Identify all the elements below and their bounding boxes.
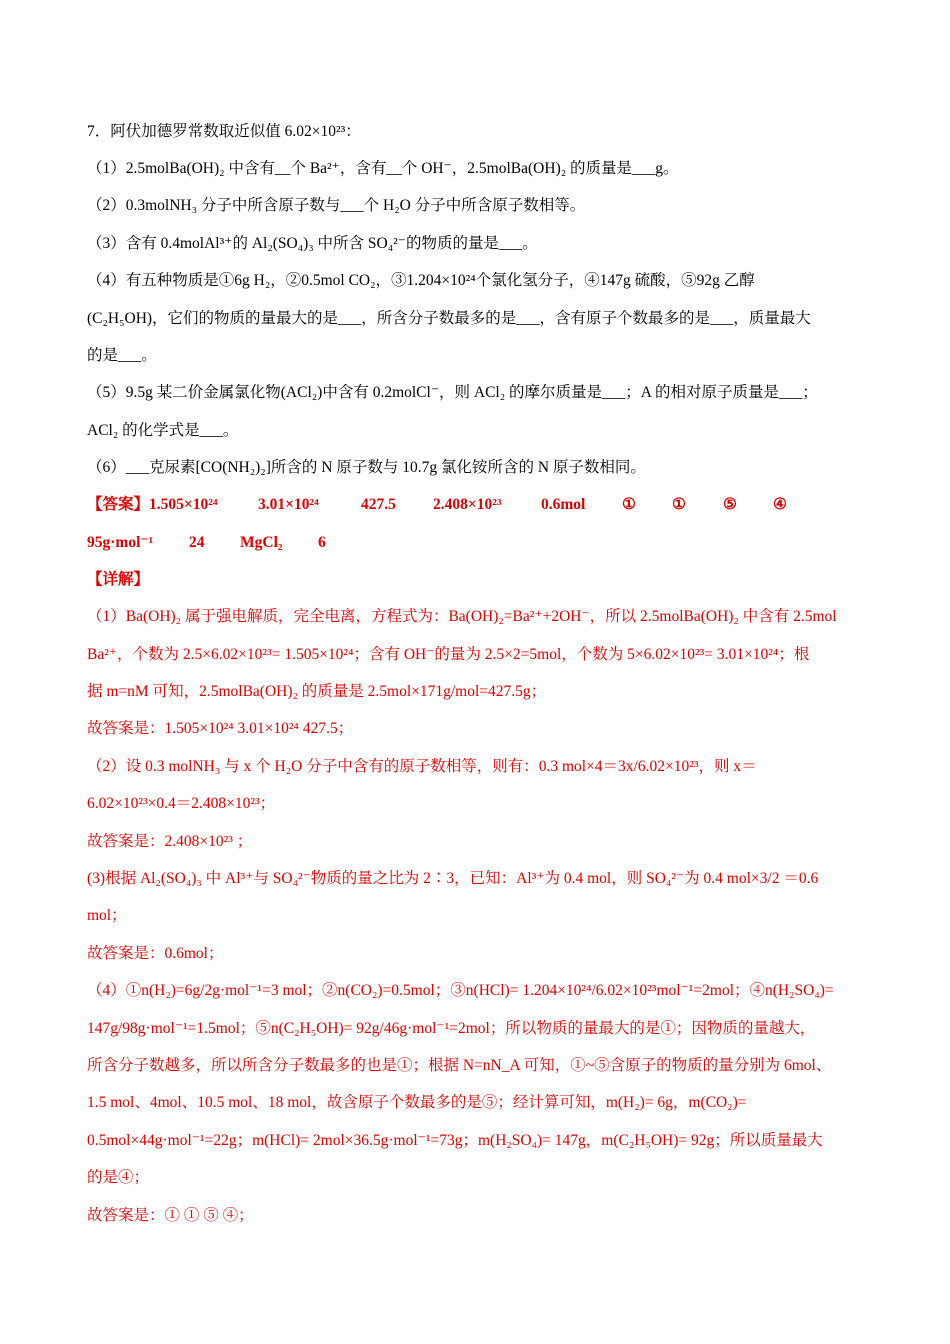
- answer-item: 2.408×10²³: [433, 496, 502, 513]
- detail-line: 故答案是：0.6mol；: [87, 945, 224, 962]
- question-line-2: （2）0.3molNH₃ 分子中所含原子数与___个 H₂O 分子中所含原子数相等。: [87, 197, 586, 214]
- detail-line: 据 m=nM 可知，2.5molBa(OH)₂ 的质量是 2.5mol×171g/mol=427.5g；: [87, 683, 547, 700]
- question-line-9: （6）___克尿素[CO(NH₂)₂]所含的 N 原子数与 10.7g 氯化铵所含的 N 原子数相同。: [87, 459, 646, 476]
- detail-line: 的是④；: [87, 1169, 150, 1186]
- detail-line: 所含分子数越多，所以所含分子数最多的也是①；根据 N=nN_A 可知，①~⑤含原子的物质的量分别为 6mol、: [87, 1057, 832, 1074]
- question-line-3: （3）含有 0.4molAl³⁺的 Al₂(SO₄)₃ 中所含 SO₄²⁻的物质的量是___。: [87, 235, 538, 252]
- detail-line: (3)根据 Al₂(SO₄)₃ 中 Al³⁺与 SO₄²⁻物质的量之比为 2∶3，已知：Al³⁺为 0.4 mol，则 SO₄²⁻为 0.4 mol×3/2 ＝0.6: [87, 870, 819, 887]
- detail-line: （1）Ba(OH)₂ 属于强电解质，完全电离，方程式为：Ba(OH)₂=Ba²⁺+2OH⁻，所以 2.5molBa(OH)₂ 中含有 2.5mol: [87, 608, 837, 625]
- answer-item: ⑤: [723, 496, 737, 513]
- answer-item: MgCl₂: [240, 534, 283, 551]
- answer-item: 95g·mol⁻¹: [87, 534, 154, 551]
- answer-row-1: [87, 495, 787, 515]
- answer-item: 1.505×10²⁴: [149, 496, 218, 513]
- detail-line: 故答案是：1.505×10²⁴ 3.01×10²⁴ 427.5；: [87, 720, 354, 737]
- question-line-6: 的是___。: [87, 347, 157, 364]
- detail-line: 故答案是：2.408×10²³ ；: [87, 833, 253, 850]
- question-line-1: （1）2.5molBa(OH)₂ 中含有__个 Ba²⁺，含有__个 OH⁻，2.5molBa(OH)₂ 的质量是___g。: [87, 160, 679, 177]
- answer-item: 6: [318, 534, 326, 551]
- answer-item: 0.6mol: [541, 496, 586, 513]
- question-line-8: ACl₂ 的化学式是___。: [87, 422, 239, 439]
- detail-label: 【详解】: [87, 571, 150, 588]
- detail-line: 6.02×10²³×0.4＝2.408×10²³；: [87, 795, 276, 812]
- question-title: 7．阿伏加德罗常数取近似值 6.02×10²³：: [87, 123, 361, 140]
- detail-line: 故答案是：① ① ⑤ ④；: [87, 1207, 254, 1224]
- detail-line: 0.5mol×44g·mol⁻¹=22g；m(HCl)= 2mol×36.5g·mol⁻¹=73g；m(H₂SO₄)= 147g，m(C₂H₅OH)= 92g；所以质量最大: [87, 1132, 823, 1149]
- detail-line: Ba²⁺，个数为 2.5×6.02×10²³= 1.505×10²⁴；含有 OH⁻的量为 2.5×2=5mol，个数为 5×6.02×10²³= 3.01×10²⁴；根: [87, 646, 810, 663]
- question-line-5: (C₂H₅OH)，它们的物质的量最大的是___，所含分子数最多的是___，含有原子个数最多的是___，质量最大: [87, 310, 811, 327]
- answer-row-2: [87, 533, 326, 553]
- answer-item: 24: [189, 534, 205, 551]
- answer-item: ①: [672, 496, 686, 513]
- question-line-7: （5）9.5g 某二价金属氯化物(ACl₂)中含有 0.2molCl⁻，则 ACl₂ 的摩尔质量是___；A 的相对原子质量是___；: [87, 384, 818, 401]
- detail-line: 147g/98g·mol⁻¹=1.5mol；⑤n(C₂H₅OH)= 92g/46g·mol⁻¹=2mol；所以物质的量最大的是①；因物质的量越大，: [87, 1020, 816, 1037]
- answer-item: 3.01×10²⁴: [258, 496, 319, 513]
- answer-label: 【答案】: [87, 496, 150, 513]
- detail-line: mol；: [87, 907, 127, 924]
- answer-item: 427.5: [361, 496, 396, 513]
- detail-line: （2）设 0.3 molNH₃ 与 x 个 H₂O 分子中含有的原子数相等，则有：0.3 mol×4＝3x/6.02×10²³，则 x＝: [87, 758, 757, 775]
- answer-item: ①: [622, 496, 636, 513]
- answer-item: ④: [773, 496, 787, 513]
- detail-line: （4）①n(H₂)=6g/2g·mol⁻¹=3 mol；②n(CO₂)=0.5mol；③n(HCl)= 1.204×10²⁴/6.02×10²³mol⁻¹=2mol；④n(H₂SO₄)=: [87, 982, 834, 999]
- question-line-4: （4）有五种物质是①6g H₂，②0.5mol CO₂，③1.204×10²⁴个氯化氢分子，④147g 硫酸，⑤92g 乙醇: [87, 272, 755, 289]
- detail-line: 1.5 mol、4mol、10.5 mol、18 mol，故含原子个数最多的是⑤；经计算可知，m(H₂)= 6g，m(CO₂)=: [87, 1094, 747, 1111]
